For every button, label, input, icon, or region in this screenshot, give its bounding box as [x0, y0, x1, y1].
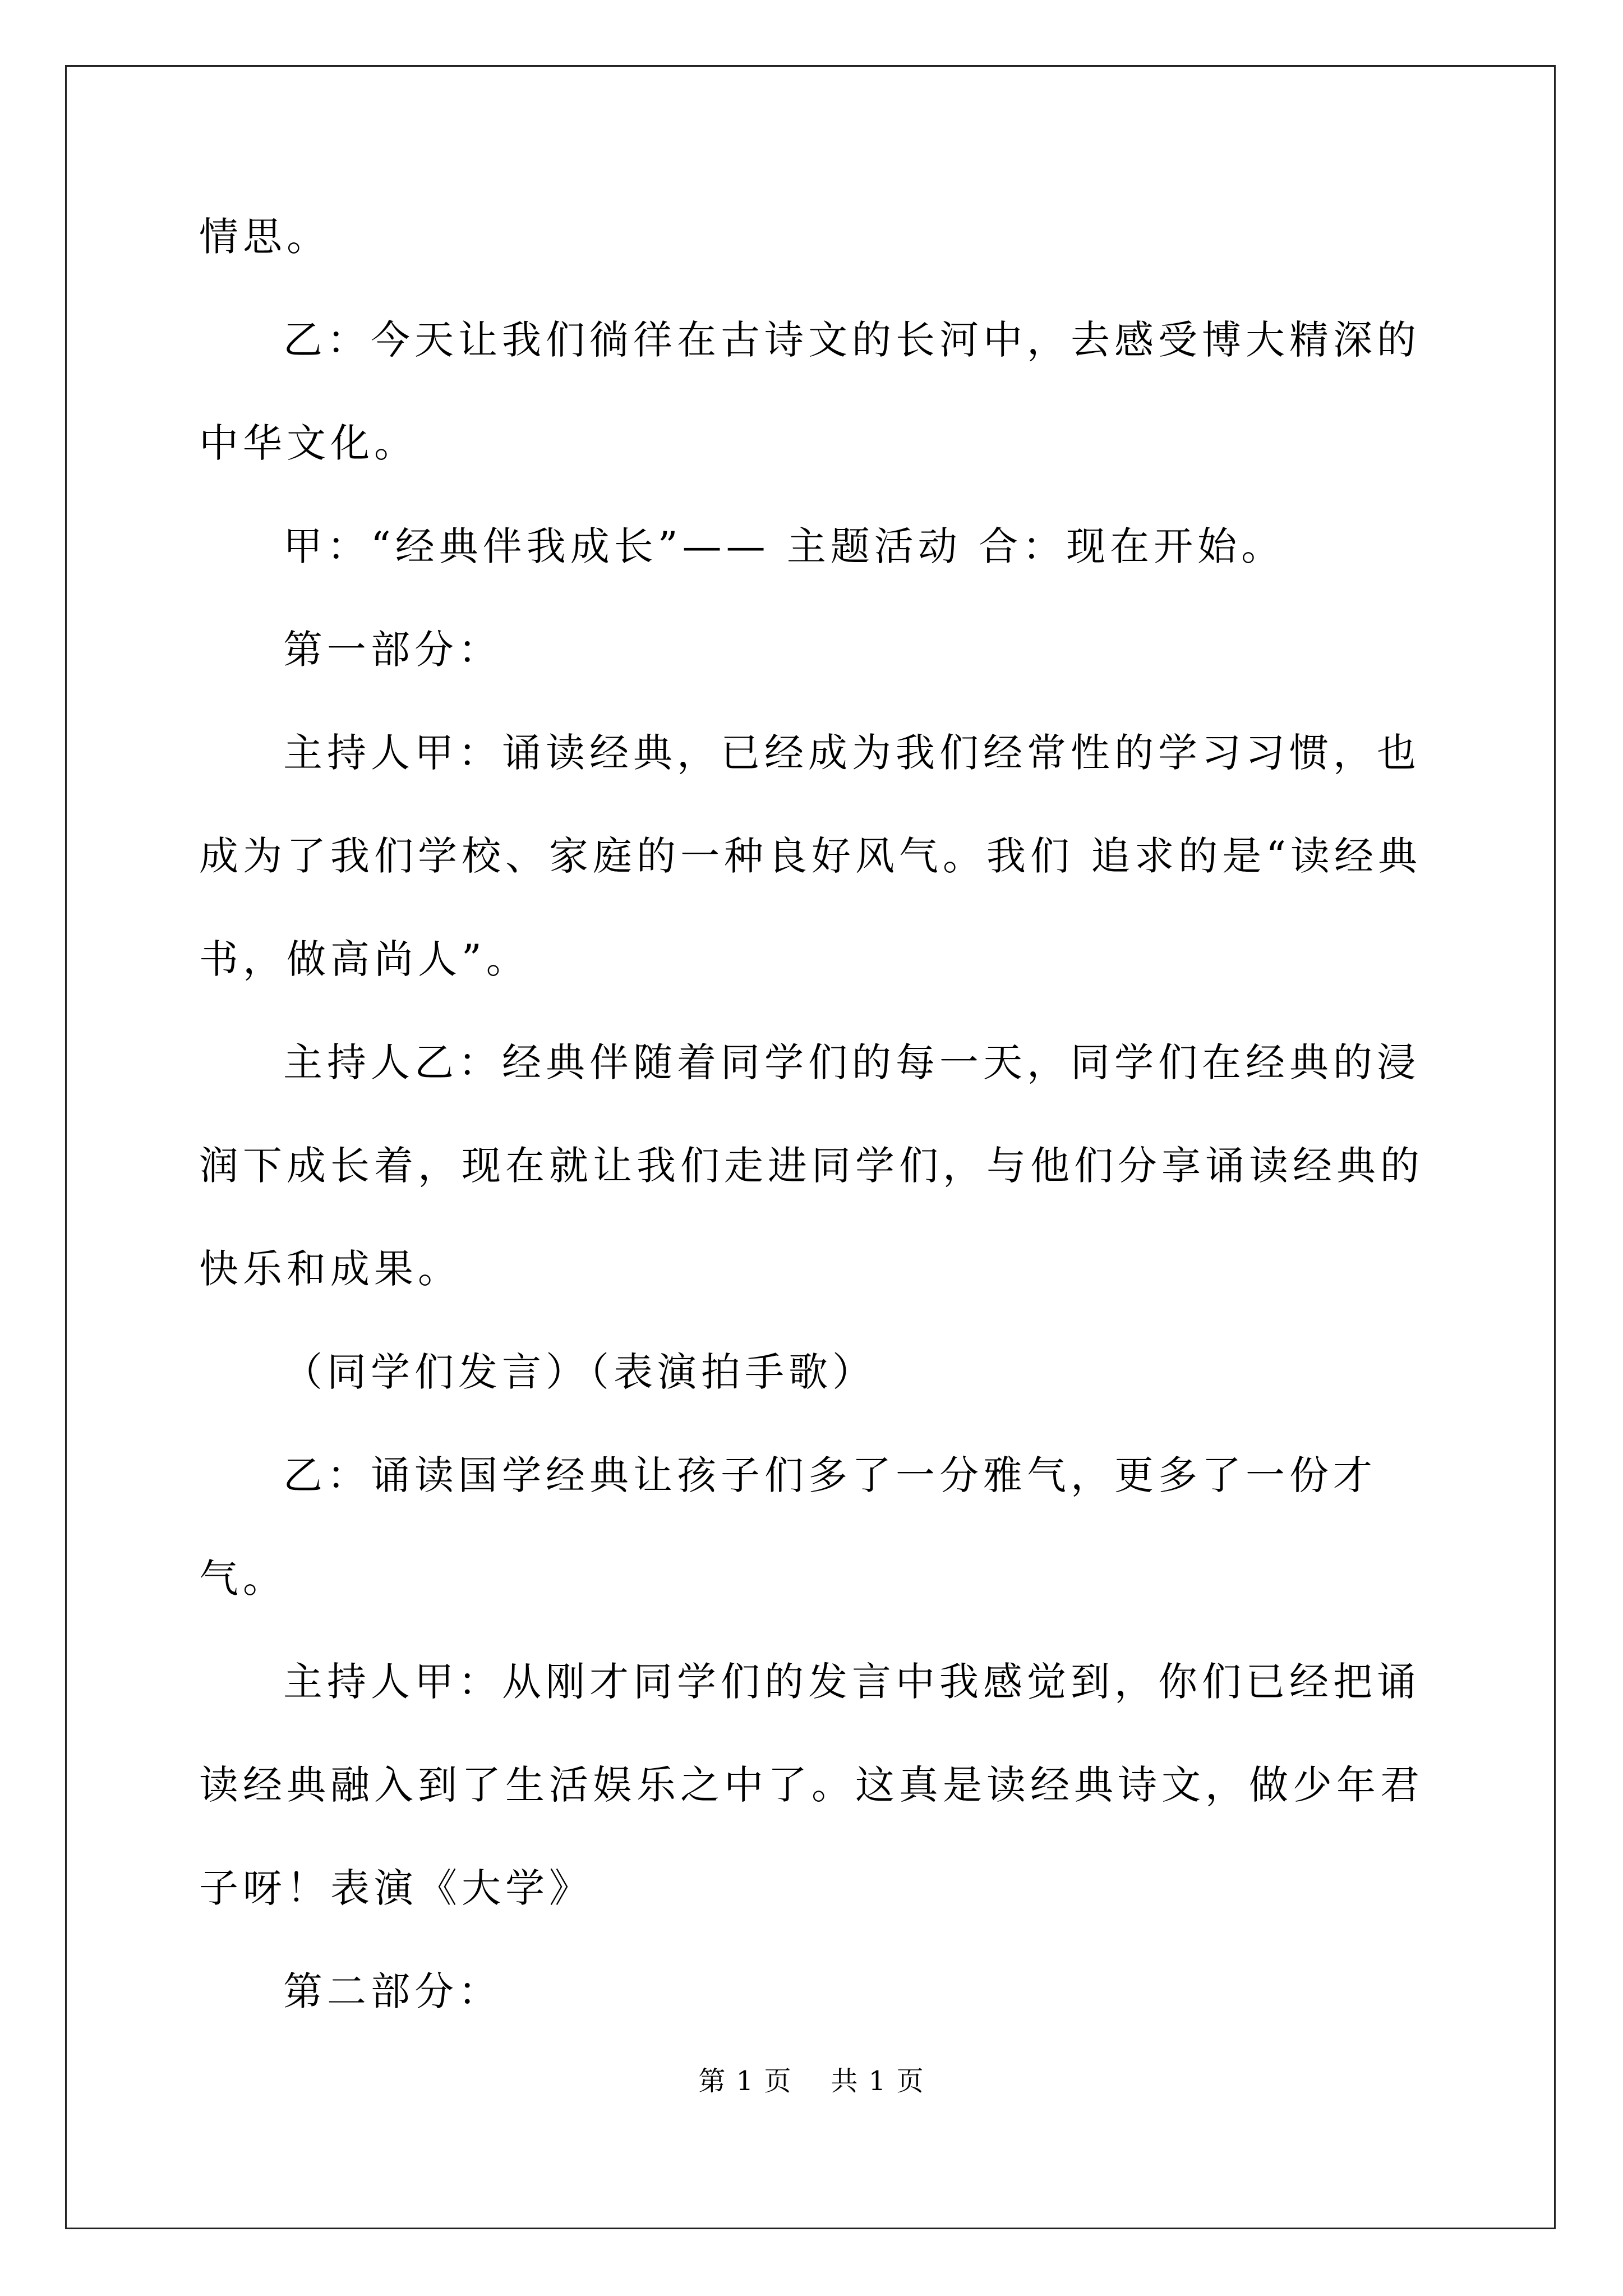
- paragraph-4: 第一部分：: [283, 627, 502, 673]
- page-number-footer: 第 1 页 共 1 页: [698, 2065, 925, 2097]
- paragraph-1: 情思。: [199, 214, 330, 260]
- paragraph-2: 乙：今天让我们徜徉在古诗文的长河中，去感受博大精深的中华文化。: [199, 317, 1421, 466]
- paragraph-9: 主持人甲：从刚才同学们的发言中我感觉到，你们已经把诵读经典融入到了生活娱乐之中了。这真是读经典诗文，做少年君子呀！表演《大学》: [199, 1659, 1424, 1911]
- paragraph-3: 甲：“经典伴我成长”—— 主题活动 合：现在开始。: [283, 523, 1285, 569]
- paragraph-10: 第二部分：: [283, 1968, 502, 2014]
- paragraph-8: 乙：诵读国学经典让孩子们多了一分雅气，更多了一份才气。: [199, 1452, 1377, 1602]
- paragraph-6: 主持人乙：经典伴随着同学们的每一天，同学们在经典的浸润下成长着，现在就让我们走进同学们，与他们分享诵读经典的快乐和成果。: [199, 1039, 1424, 1292]
- document-body: [199, 185, 1438, 2043]
- paragraph-7: （同学们发言）（表演拍手歌）: [283, 1349, 876, 1395]
- paragraph-5: 主持人甲：诵读经典，已经成为我们经常性的学习习惯，也成为了我们学校、家庭的一种良好风气。我们 追求的是“读经典书，做高尚人”。: [199, 730, 1422, 982]
